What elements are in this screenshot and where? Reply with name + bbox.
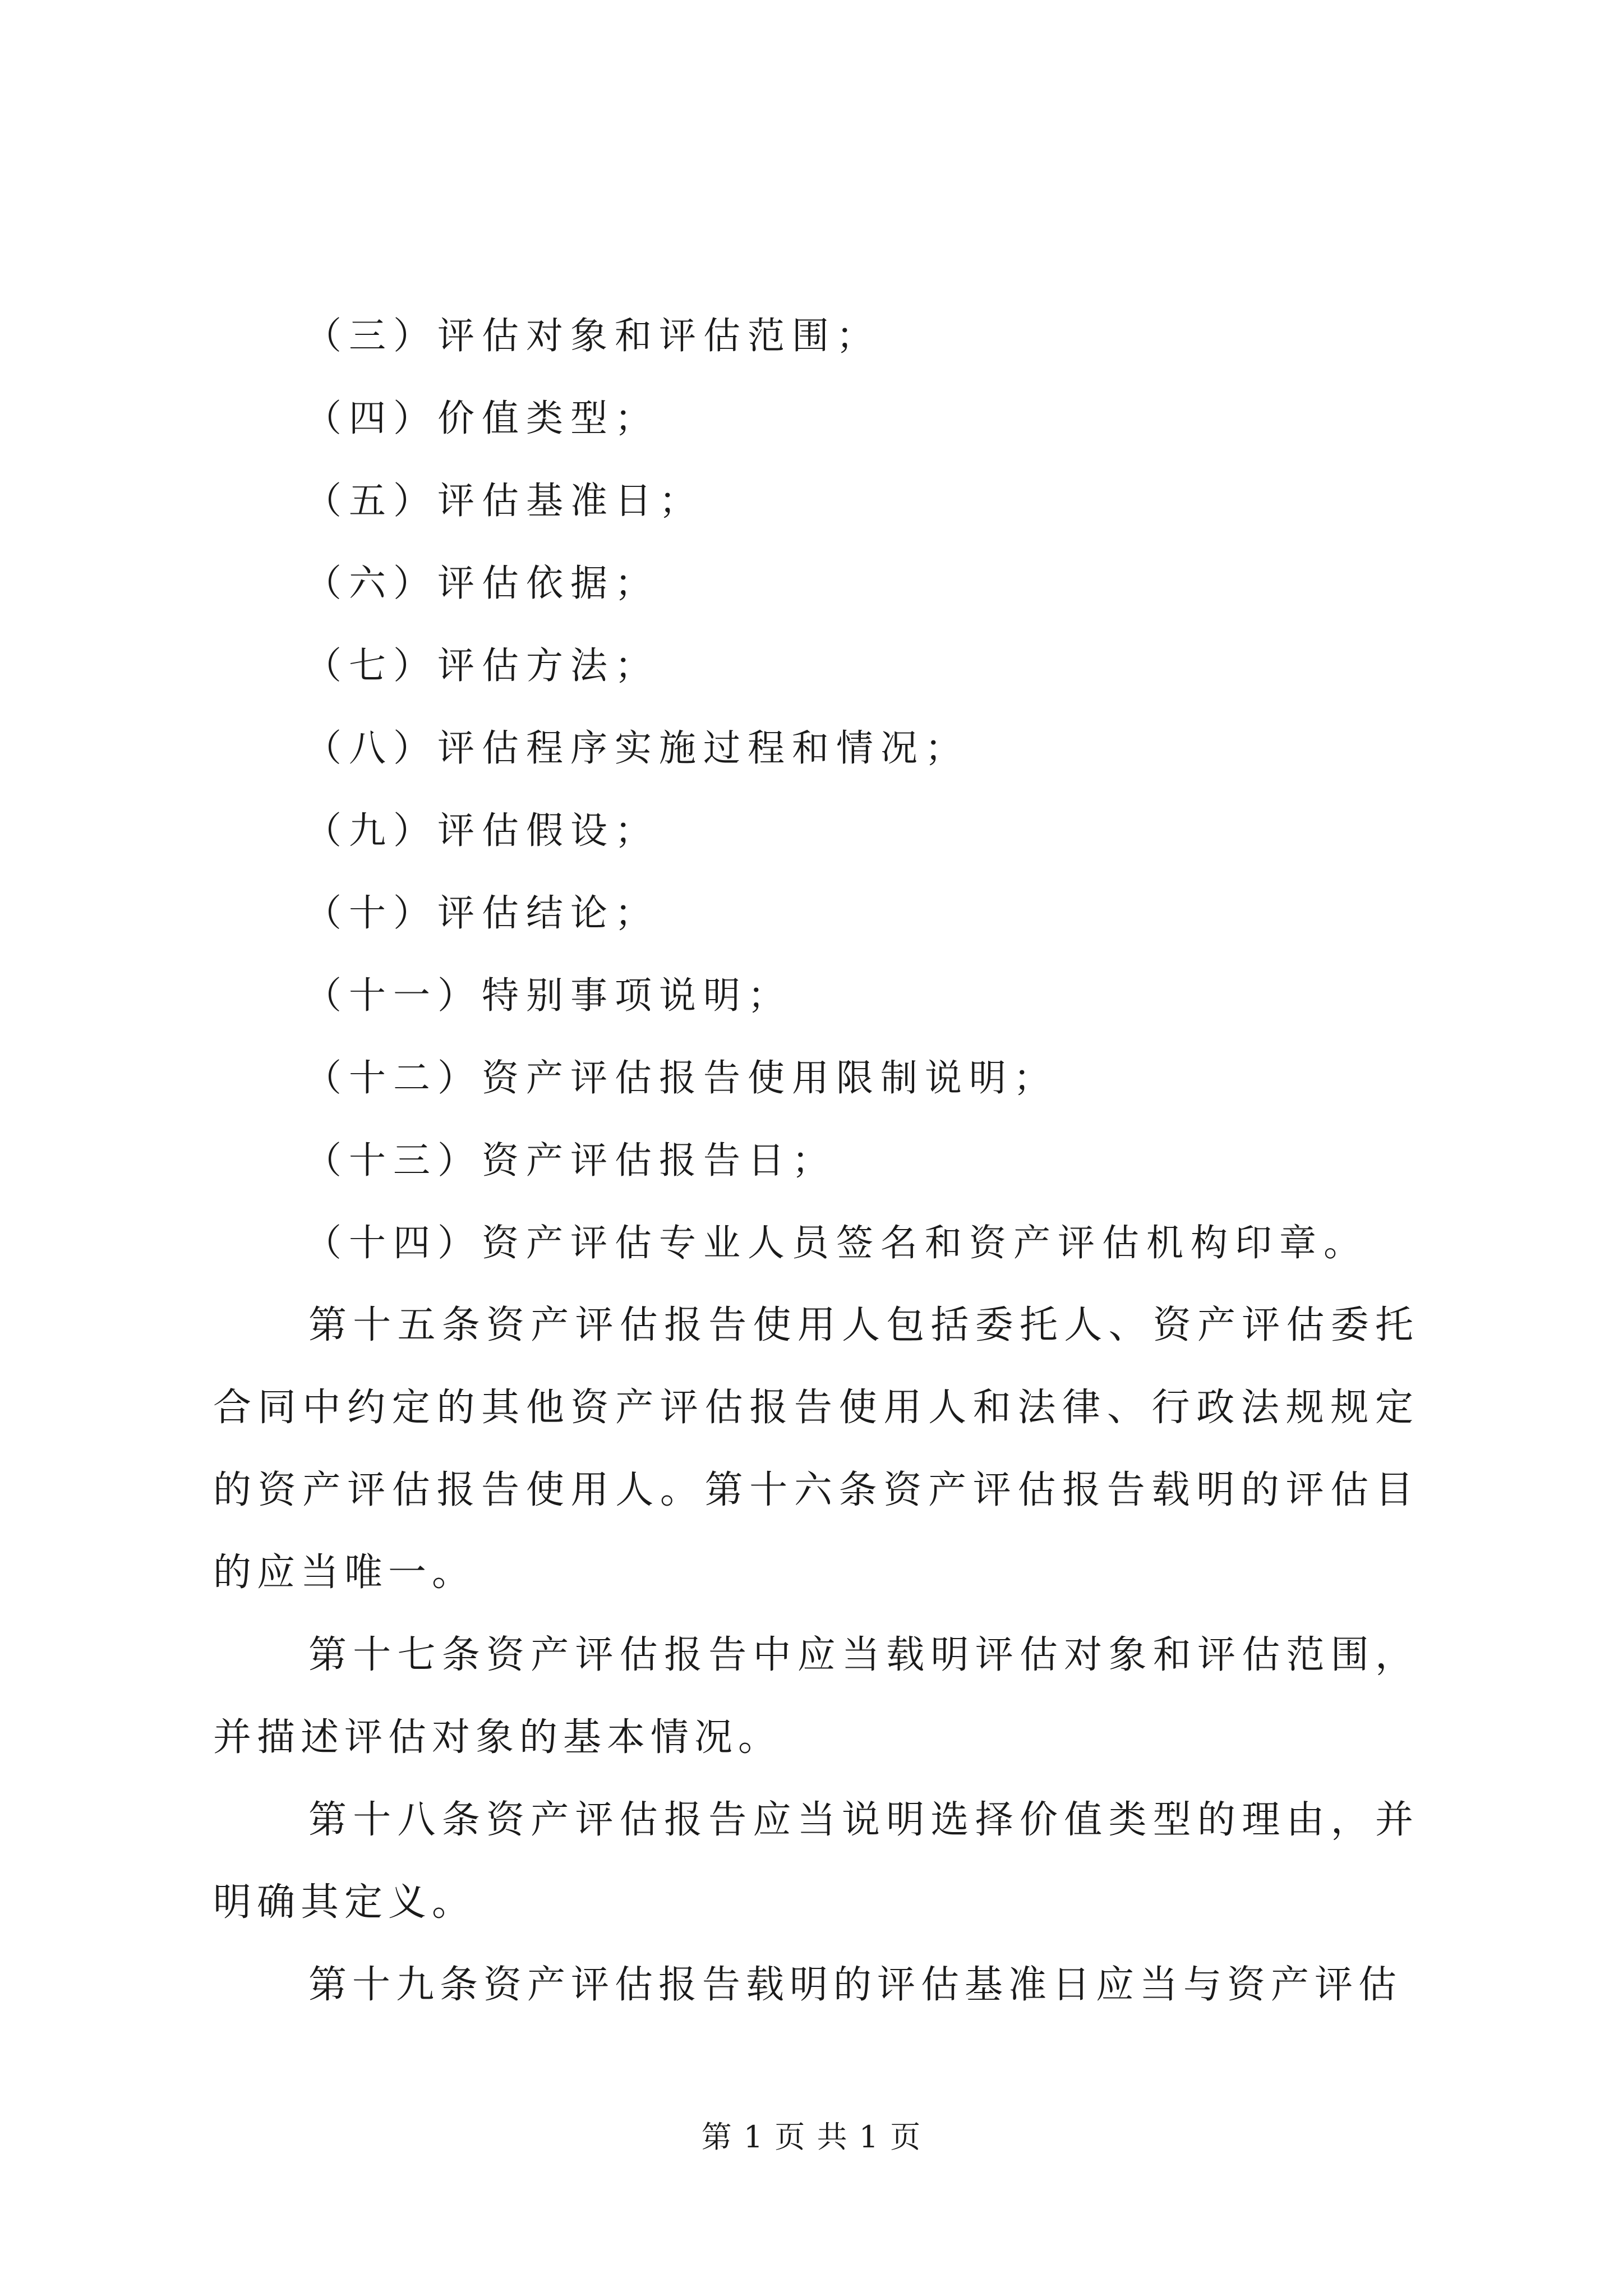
- list-item: （四）价值类型；: [305, 397, 659, 440]
- list-item: （八）评估程序实施过程和情况；: [305, 726, 969, 770]
- list-item: （十二）资产评估报告使用限制说明；: [305, 1056, 1058, 1099]
- article-18-paragraph: 第十八条资产评估报告应当说明选择价值类型的理由，并明确其定义。: [213, 1798, 1419, 1925]
- list-item: （六）评估依据；: [305, 562, 659, 605]
- article-15-16-paragraph: 第十五条资产评估报告使用人包括委托人、资产评估委托合同中约定的其他资产评估报告使用人和法律、行政法规规定的资产评估报告使用人。第十六条资产评估报告载明的评估目的应当唯一。: [213, 1303, 1419, 1595]
- list-item: （七）评估方法；: [305, 644, 659, 687]
- page-number-footer: 第 1 页 共 1 页: [701, 2119, 922, 2155]
- list-item: （十）评估结论；: [305, 891, 659, 935]
- list-item: （十四）资产评估专业人员签名和资产评估机构印章。: [305, 1221, 1368, 1264]
- list-item: （三）评估对象和评估范围；: [305, 314, 880, 357]
- list-item: （五）评估基准日；: [305, 479, 703, 522]
- list-item: （十三）资产评估报告日；: [305, 1139, 836, 1182]
- list-item: （九）评估假设；: [305, 809, 659, 852]
- document-body: [213, 295, 1419, 2026]
- list-item: （十一）特别事项说明；: [305, 974, 792, 1017]
- article-17-paragraph: 第十七条资产评估报告中应当载明评估对象和评估范围，并描述评估对象的基本情况。: [213, 1633, 1419, 1760]
- article-19-paragraph: 第十九条资产评估报告载明的评估基准日应当与资产评估: [308, 1963, 1403, 2007]
